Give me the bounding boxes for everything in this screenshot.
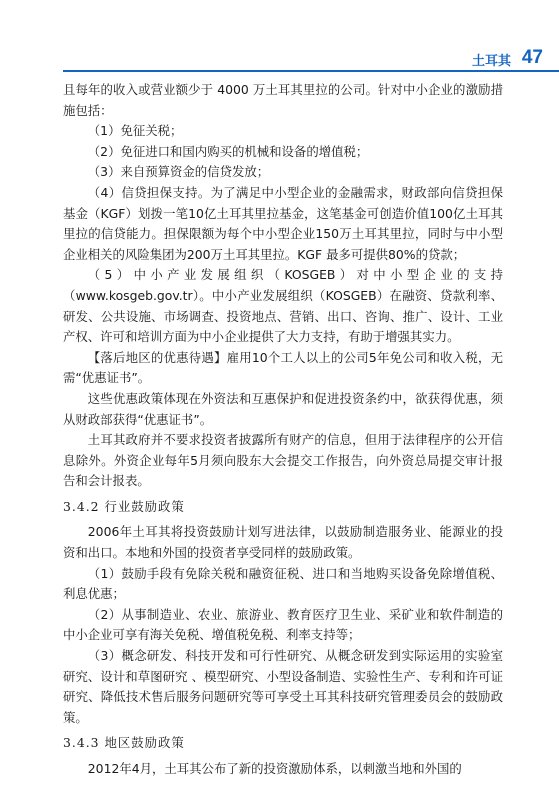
list-item: （1）免征关税； <box>87 123 183 139</box>
paragraph: 这些优惠政策体现在外资法和互惠保护和促进投资条约中，欲获得优惠，须从财政部获得“优惠证书”。 <box>63 390 503 427</box>
section-heading: 3.4.2 行业鼓励政策 <box>63 498 185 514</box>
list-item: （4）信贷担保支持。为了满足中小型企业的金融需求，财政部向信贷担保基金（KGF）划拨一笔10亿土耳其里拉基金，这笔基金可创造价值100亿土耳其里拉的信贷能力。担保限额为每个中小型企业150万土耳其里拉，同时与中小型企业相关的风险集团为200万土耳其里拉。KGF 最多可提供80%的贷款； <box>63 184 503 262</box>
paragraph: 土耳其政府并不要求投资者披露所有财产的信息，但用于法律程序的公开信息除外。外资企业每年5月须向股东大会提交工作报告，向外资总局提交审计报告和会计报表。 <box>63 432 503 489</box>
list-item: （3）概念研发、科技开发和可行性研究、从概念研发到实际运用的实验室研究、设计和草图研究 、模型研究、小型设备制造、实验性生产、专利和许可证研究、降低技术售后服务问题研究等可享受土耳其科技研究管理委员会的鼓励政策。 <box>63 648 503 725</box>
paragraph: 【落后地区的优惠待遇】雇用10个工人以上的公司5年免公司和收入税，无需“优惠证书”。 <box>63 349 503 386</box>
paragraph: 2006年土耳其将投资鼓励计划写进法律，以鼓励制造服务业、能源业的投资和出口。本地和外国的投资者享受同样的鼓励政策。 <box>63 524 503 561</box>
header-rule <box>63 70 559 72</box>
list-item: （2）从事制造业、农业、旅游业、教育医疗卫生业、采矿业和软件制造的中小企业可享有海关免税、增值税免税、利率支持等； <box>63 606 503 643</box>
section-heading: 3.4.3 地区鼓励政策 <box>63 735 185 751</box>
paragraph: 2012年4月，土耳其公布了新的投资激励体系，以刺激当地和外国的 <box>87 761 462 776</box>
page-header <box>63 48 559 76</box>
list-item: （5）中小产业发展组织（KOSGEB）对中小型企业的支持（www.kosgeb.gov.tr）。中小产业发展组织（KOSGEB）在融资、贷款利率、研发、公共设施、市场调查、投资地点、营销、出口、咨询、推广、设计、工业产权、许可和培训方面为中小企业提供了大力支持，有助于增强其实力。 <box>63 267 503 345</box>
list-item: （3）来自预算资金的信贷发放； <box>87 164 270 180</box>
list-item: （2）免征进口和国内购买的机械和设备的增值税； <box>87 143 369 159</box>
running-title: 土耳其 <box>471 54 511 69</box>
page-number: 47 <box>521 47 543 68</box>
list-item: （1）鼓励手段有免除关税和融资征税、进口和当地购买设备免除增值税、利息优惠； <box>63 565 503 602</box>
page-body <box>63 80 503 780</box>
paragraph: 且每年的收入或营业额少于 4000 万土耳其里拉的公司。针对中小企业的激励措施包括： <box>63 82 503 118</box>
